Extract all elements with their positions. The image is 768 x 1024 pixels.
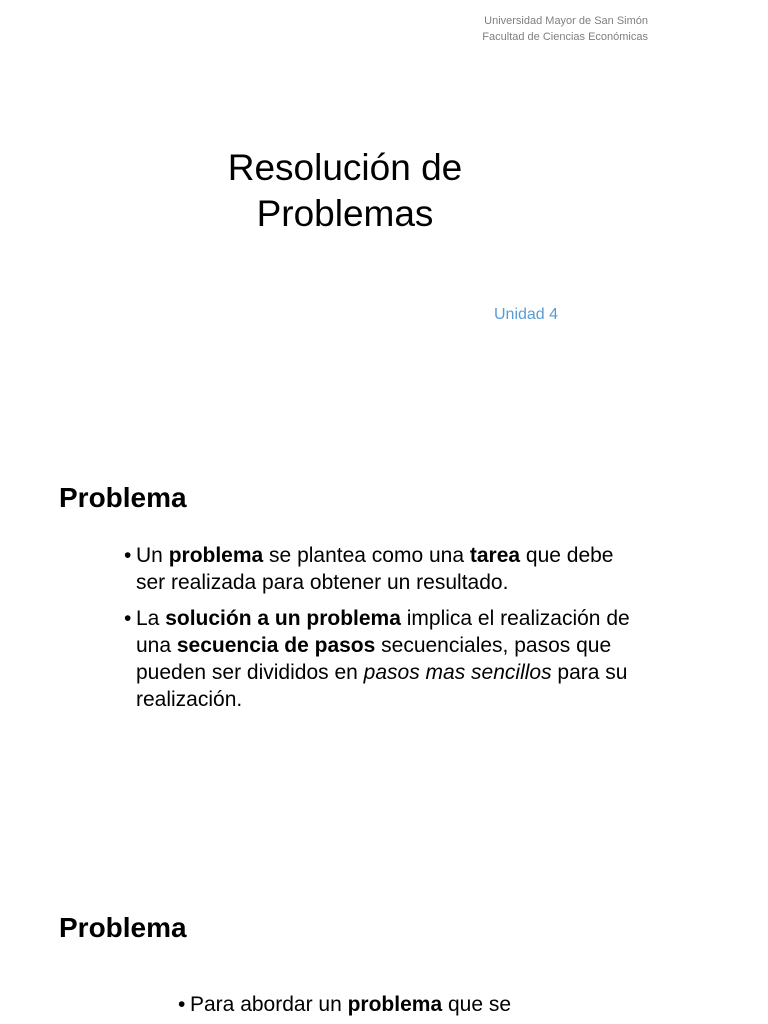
bullet-text: secuenciales, pasos que pueden ser divididos en (136, 634, 612, 684)
bold-term: solución a un problema (165, 607, 401, 630)
bullet-text: implica el realización de una (136, 607, 630, 657)
bullet-icon: • (178, 993, 186, 1016)
bullet-text: Un (136, 544, 169, 567)
title-line-1: Resolución de (227, 147, 463, 188)
bullet-text: para su realización. (136, 661, 628, 711)
title-slide (0, 0, 768, 432)
bullet-item (124, 542, 644, 596)
bold-term: problema (347, 993, 443, 1016)
bullet-text: se plantea como una (263, 544, 470, 567)
faculty-name: Facultad de Ciencias Económicas (482, 31, 648, 43)
problema-slide (0, 432, 768, 864)
title-line-2: Problemas (256, 193, 434, 234)
unit-subtitle: Unidad 4 (494, 306, 559, 323)
problema-slide-continued (0, 864, 768, 1024)
institution-header (482, 13, 648, 45)
bullet-list (124, 542, 644, 722)
bullet-item (178, 991, 678, 1018)
bullet-text: Para abordar un (190, 993, 348, 1016)
bold-term: problema (168, 544, 264, 567)
university-name: Universidad Mayor de San Simón (484, 15, 648, 27)
bold-term: secuencia de pasos (176, 634, 376, 657)
italic-term: pasos mas sencillos (363, 661, 552, 684)
presentation-title (130, 145, 560, 237)
bold-term: tarea (469, 544, 521, 567)
bullet-icon: • (124, 607, 132, 630)
bullet-text: que se (442, 993, 512, 1016)
bullet-text: que debe ser realizada para obtener un resultado. (136, 544, 614, 594)
bullet-text: La (136, 607, 166, 630)
slide-heading: Problema (59, 912, 187, 943)
bullet-list (178, 991, 678, 1024)
bullet-item (124, 605, 644, 713)
bullet-icon: • (124, 544, 132, 567)
slide-heading: Problema (59, 482, 187, 513)
